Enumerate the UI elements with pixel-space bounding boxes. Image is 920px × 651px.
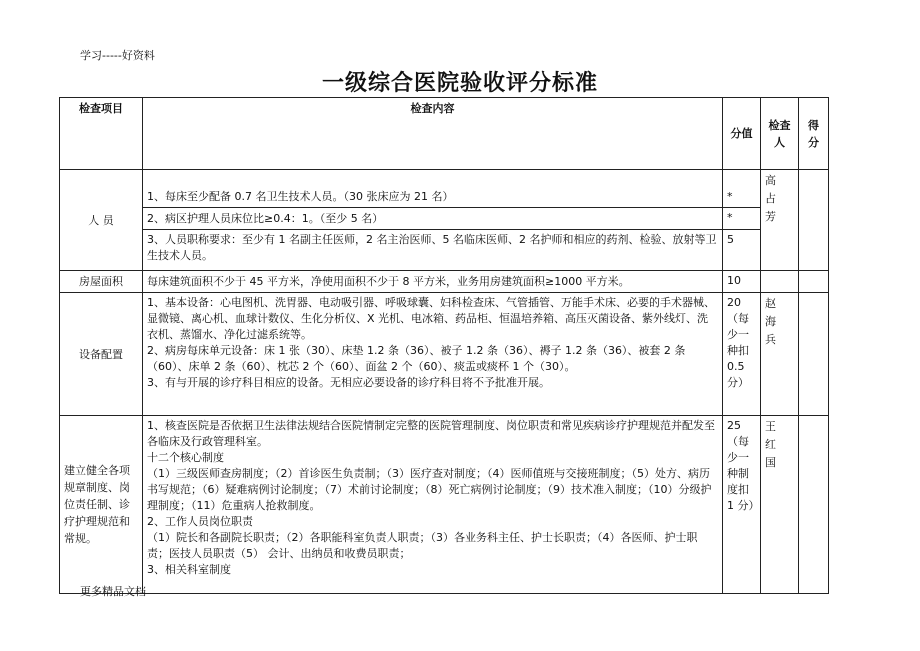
result-cell — [799, 416, 829, 594]
rules-duty-list: （1）院长和各副院长职责；（2）各职能科室负责人职责；（3）各业务科主任、护士长职责；（4）各医师、护士职责；医技人员职责（5） 会计、出纳员和收费员职责； — [147, 531, 698, 560]
equipment-bed-unit: 2、病房每床单元设备：床 1 张（30）、床垫 1.2 条（36）、被子 1.2 条（36）、褥子 1.2 条（36）、被套 2 条（60）、床单 2 条（60）、枕芯 2 个（60）、面盆 2 个（60）、痰盂或痰杯 1 个（30）。 — [147, 344, 686, 373]
header-item: 检查项目 — [60, 98, 143, 170]
header-row — [60, 98, 829, 170]
table-row — [60, 271, 829, 293]
table-row — [60, 170, 829, 208]
table-row — [60, 230, 829, 271]
score-cell: 10 — [723, 271, 761, 293]
content-cell — [143, 293, 723, 416]
score-cell: * — [723, 208, 761, 230]
table-row — [60, 293, 829, 416]
content-cell: 1、每床至少配备 0.7 名卫生技术人员。（30 张床应为 21 名） — [143, 170, 723, 208]
header-note: 学习-----好资料 — [80, 49, 155, 62]
rules-check: 1、核查医院是否依据卫生法律法规结合医院情制定完整的医院管理制度、岗位职责和常见疾病诊疗护理规范并配发至各临床及行政管理科室。 — [147, 419, 715, 448]
result-cell — [799, 170, 829, 271]
score-cell: 25 （每少一种制度扣 1 分） — [723, 416, 761, 594]
scoring-table — [59, 97, 829, 594]
rules-dept: 3、相关科室制度 — [147, 563, 231, 576]
rules-core-title: 十二个核心制度 — [147, 451, 224, 464]
result-cell — [799, 271, 829, 293]
header-score: 分值 — [723, 98, 761, 170]
header-checker: 检查人 — [761, 98, 799, 170]
rules-duty-title: 2、工作人员岗位职责 — [147, 515, 253, 528]
item-personnel: 人 员 — [60, 170, 143, 271]
rules-core-list: （1）三级医师查房制度；（2）首诊医生负责制；（3）医疗查对制度；（4）医师值班与交接班制度；（5）处方、病历书写规范；（6）疑难病例讨论制度；（7）术前讨论制度；（8）死亡病例讨论制度；（9）技术准入制度；（10）分级护理制度；（11）危重病人抢救制度。 — [147, 467, 712, 512]
score-cell: * — [723, 170, 761, 208]
item-rules: 建立健全各项规章制度、岗位责任制、诊疗护理规范和常规。 — [60, 416, 143, 594]
content-cell — [143, 416, 723, 594]
item-building: 房屋面积 — [60, 271, 143, 293]
footer-note: 更多精品文档 — [80, 585, 146, 598]
table-row — [60, 208, 829, 230]
equipment-basic: 1、基本设备：心电图机、洗胃器、电动吸引器、呼吸球囊、妇科检查床、气管插管、万能手术床、必要的手术器械、显微镜、离心机、血球计数仪、生化分析仪、X 光机、电冰箱、药品柜、恒温培养箱、高压灭菌设备、紫外线灯、洗衣机、蒸馏水、净化过滤系统等。 — [147, 296, 715, 341]
page-title: 一级综合医院验收评分标准 — [321, 71, 598, 96]
table-row — [60, 416, 829, 594]
result-cell — [799, 293, 829, 416]
content-cell: 3、人员职称要求：至少有 1 名副主任医师，2 名主治医师、5 名临床医师、2 名护师和相应的药剂、检验、放射等卫生技术人员。 — [143, 230, 723, 271]
header-content: 检查内容 — [143, 98, 723, 170]
equipment-specialty: 3、有与开展的诊疗科目相应的设备。无相应必要设备的诊疗科目将不予批准开展。 — [147, 376, 550, 389]
content-cell: 2、病区护理人员床位比≥0.4：1。（至少 5 名） — [143, 208, 723, 230]
checker-cell — [761, 271, 799, 293]
checker-cell: 王 红 国 — [761, 416, 799, 594]
checker-cell: 高 占 芳 — [761, 170, 799, 271]
score-cell: 20 （每少一种扣 0.5 分） — [723, 293, 761, 416]
content-cell: 每床建筑面积不少于 45 平方米，净使用面积不少于 8 平方米，业务用房建筑面积≥1000 平方米。 — [143, 271, 723, 293]
item-equipment: 设备配置 — [60, 293, 143, 416]
checker-cell: 赵 海 兵 — [761, 293, 799, 416]
header-result: 得分 — [799, 98, 829, 170]
score-cell: 5 — [723, 230, 761, 271]
